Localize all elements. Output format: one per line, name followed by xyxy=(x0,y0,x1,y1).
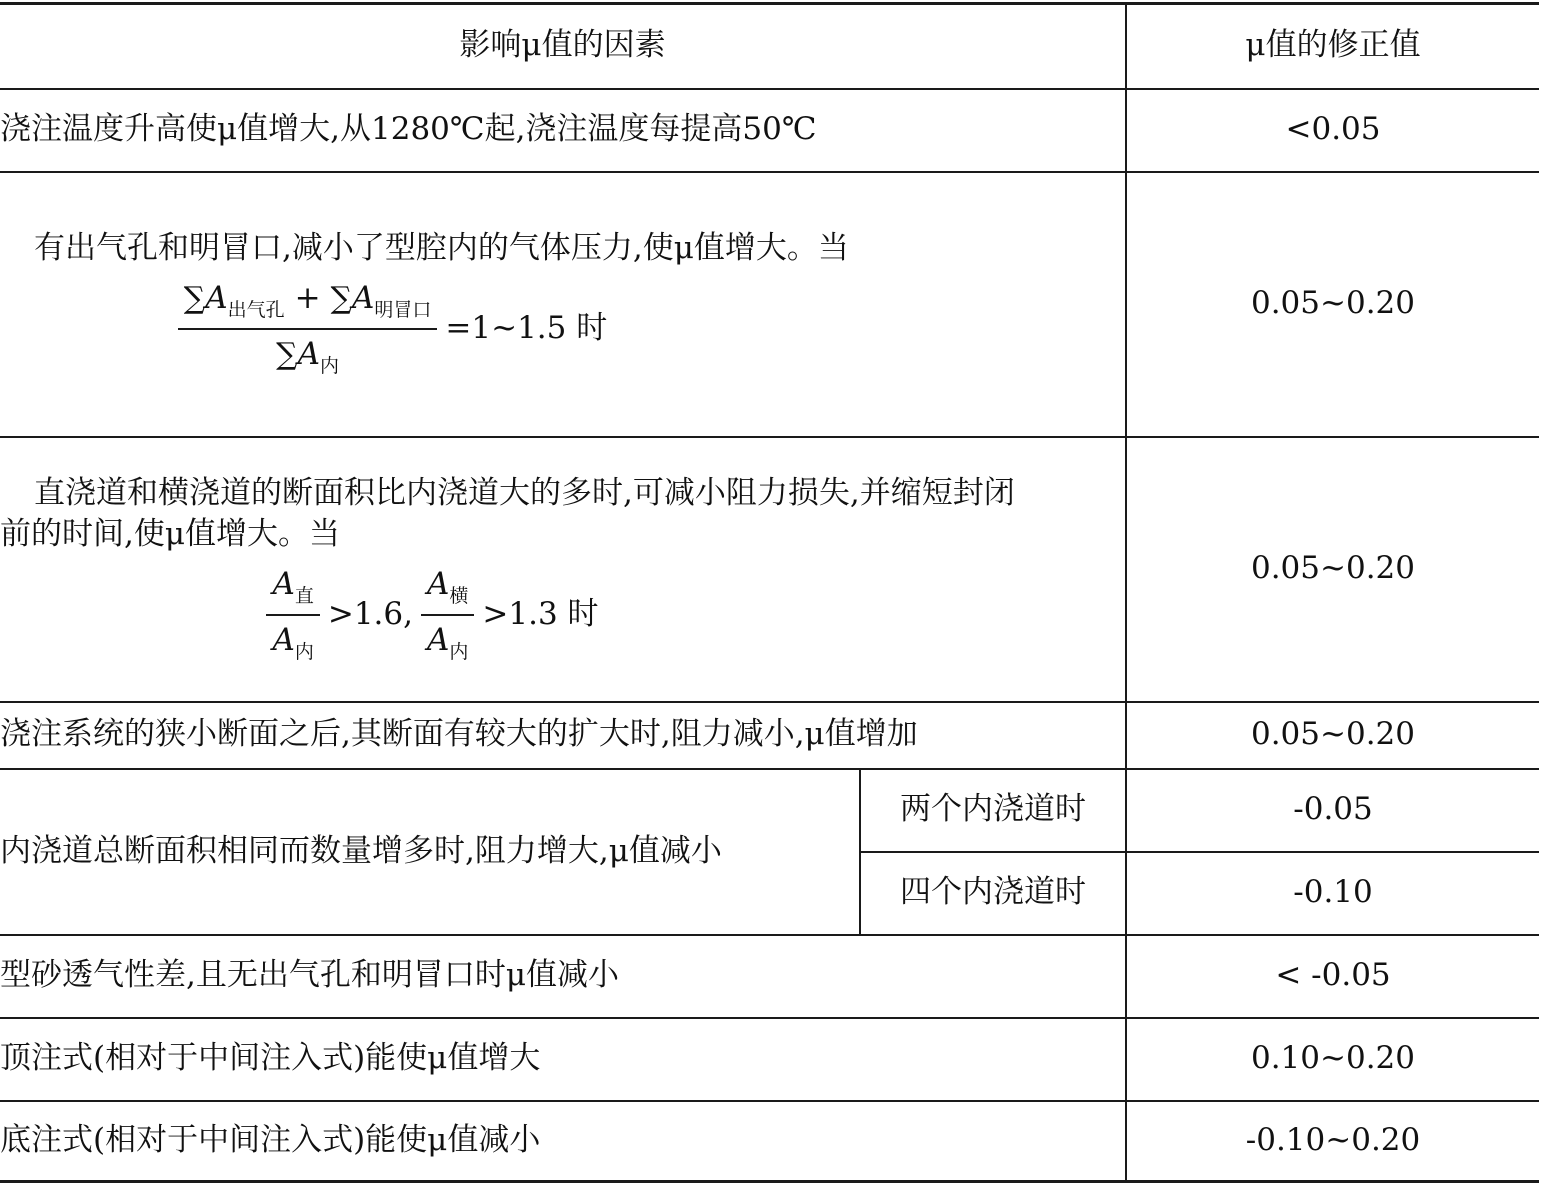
plus-sign: + xyxy=(294,280,321,317)
area-symbol: A xyxy=(352,280,375,317)
row-3-formula xyxy=(0,564,865,665)
row-8-correction: -0.10~0.20 xyxy=(1126,1101,1539,1182)
row-2-text: 有出气孔和明冒口,减小了型腔内的气体压力,使μ值增大。当 xyxy=(34,230,849,267)
row-7-correction: 0.10~0.20 xyxy=(1126,1018,1539,1101)
row-3-correction: 0.05~0.20 xyxy=(1126,437,1539,702)
table-row xyxy=(0,172,1539,437)
row-8-factor: 底注式(相对于中间注入式)能使μ值减小 xyxy=(0,1101,1126,1182)
area-symbol: A xyxy=(272,621,295,658)
row-5-factor: 内浇道总断面积相同而数量增多时,阻力增大,μ值减小 xyxy=(0,769,860,935)
subscript-sprue: 直 xyxy=(294,585,314,608)
row-4-factor: 浇注系统的狭小断面之后,其断面有较大的扩大时,阻力减小,μ值增加 xyxy=(0,702,1126,769)
row-3-fraction-2 xyxy=(421,564,474,665)
row-3-text-line2: 前的时间,使μ值增大。当 xyxy=(0,516,340,553)
row-3-fraction-1 xyxy=(266,564,319,665)
row-5-correction-1: -0.05 xyxy=(1126,769,1539,852)
subscript-ingate: 内 xyxy=(319,354,339,377)
row-2-fraction-numerator xyxy=(178,278,438,330)
sigma-symbol: ∑ xyxy=(183,281,206,317)
subscript-ingate: 内 xyxy=(294,640,314,663)
row-2-correction: 0.05~0.20 xyxy=(1126,172,1539,437)
row-3-fraction-1-denominator xyxy=(266,616,319,666)
subscript-ingate: 内 xyxy=(449,640,469,663)
area-symbol: A xyxy=(205,280,228,317)
row-3-text-line1: 直浇道和横浇道的断面积比内浇道大的多时,可减小阻力损失,并缩短封闭 xyxy=(34,474,1015,511)
row-2-relation: =1~1.5 时 xyxy=(445,310,608,346)
subscript-open-riser: 明冒口 xyxy=(374,299,432,322)
header-correction: μ值的修正值 xyxy=(1126,4,1539,89)
row-2-factor xyxy=(0,172,1126,437)
row-3-fraction-2-denominator xyxy=(421,616,474,666)
row-6-correction: < -0.05 xyxy=(1126,935,1539,1018)
subscript-vent: 出气孔 xyxy=(227,299,285,322)
row-5-condition-2: 四个内浇道时 xyxy=(860,852,1126,935)
area-symbol: A xyxy=(427,566,450,603)
row-2-fraction-denominator xyxy=(270,330,345,380)
sigma-symbol: ∑ xyxy=(276,336,298,372)
area-symbol: A xyxy=(427,621,450,658)
row-2-formula xyxy=(0,278,785,379)
table-row xyxy=(0,437,1539,702)
table-row xyxy=(0,935,1539,1018)
mu-correction-table xyxy=(0,2,1539,1183)
row-3-fraction-2-numerator xyxy=(421,564,474,616)
row-6-factor: 型砂透气性差,且无出气孔和明冒口时μ值减小 xyxy=(0,935,1126,1018)
row-5-correction-2: -0.10 xyxy=(1126,852,1539,935)
table-header-row xyxy=(0,4,1539,89)
area-symbol: A xyxy=(272,566,295,603)
table-row xyxy=(0,769,1539,852)
area-symbol: A xyxy=(297,335,320,372)
row-4-correction: 0.05~0.20 xyxy=(1126,702,1539,769)
table-row xyxy=(0,1101,1539,1182)
header-factor: 影响μ值的因素 xyxy=(0,4,1126,89)
sigma-symbol: ∑ xyxy=(330,281,352,317)
row-7-factor: 顶注式(相对于中间注入式)能使μ值增大 xyxy=(0,1018,1126,1101)
row-2-fraction xyxy=(178,278,438,379)
row-3-factor xyxy=(0,437,1126,702)
row-3-relation-2: >1.3 时 xyxy=(482,595,599,632)
row-1-factor: 浇注温度升高使μ值增大,从1280℃起,浇注温度每提高50℃ xyxy=(0,89,1126,172)
subscript-runner: 横 xyxy=(449,585,469,608)
table-row xyxy=(0,702,1539,769)
table-row xyxy=(0,1018,1539,1101)
row-1-correction: <0.05 xyxy=(1126,89,1539,172)
row-5-condition-1: 两个内浇道时 xyxy=(860,769,1126,852)
row-3-relation-1: >1.6, xyxy=(327,595,413,632)
table-row xyxy=(0,89,1539,172)
row-3-fraction-1-numerator xyxy=(266,564,319,616)
